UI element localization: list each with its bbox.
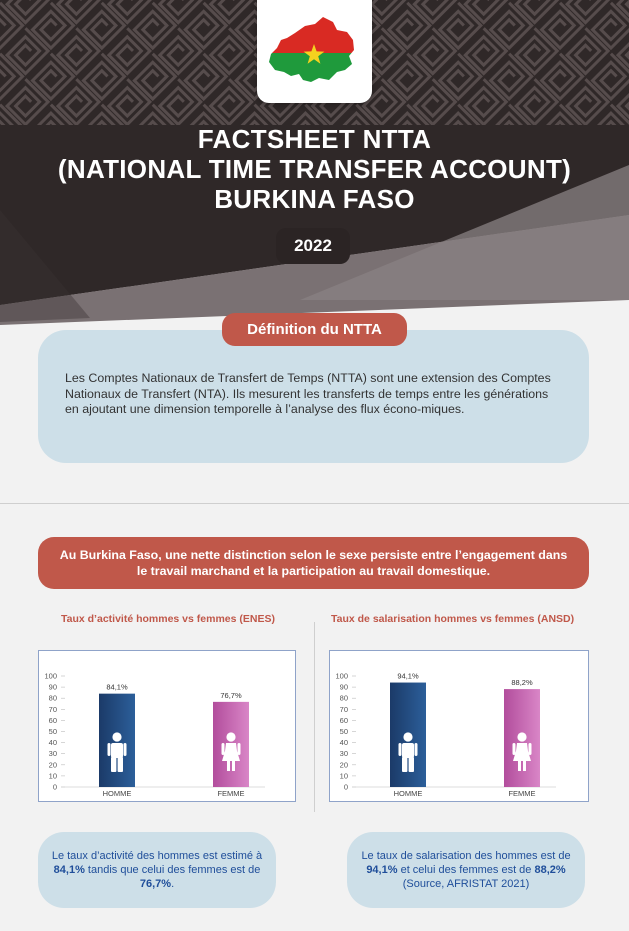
y-tick-label: 50 — [339, 727, 348, 736]
y-tick-label: 10 — [48, 771, 57, 781]
title-line-3: BURKINA FASO — [214, 184, 415, 214]
activity-note — [38, 832, 276, 908]
y-tick-label: 30 — [48, 749, 57, 759]
y-tick-label: 0 — [343, 782, 348, 792]
y-tick-label: 20 — [48, 760, 57, 770]
y-tick-label: 30 — [339, 749, 348, 759]
year-badge: 2022 — [276, 228, 350, 264]
definition-heading: Définition du NTTA — [222, 313, 407, 346]
category-label: FEMME — [217, 789, 245, 798]
category-label: FEMME — [508, 789, 536, 798]
burkina-faso-map-flag-icon — [257, 0, 372, 103]
note-value-women: 76,7% — [139, 878, 172, 890]
title-line-1: FACTSHEET NTTA — [197, 124, 432, 154]
y-tick-label: 100 — [335, 671, 348, 681]
y-tick-label: 90 — [48, 682, 57, 692]
y-tick-label: 60 — [339, 715, 348, 725]
y-tick-label: 90 — [339, 682, 348, 692]
activity-note-text — [48, 849, 266, 891]
note-text: et celui des femmes est de — [397, 864, 535, 876]
salaried-note — [347, 832, 585, 908]
salaried-rate-chart — [330, 651, 588, 801]
bar-value-label: 88,2% — [511, 678, 533, 688]
y-tick-label: 80 — [48, 693, 57, 703]
bar-value-label: 94,1% — [397, 671, 419, 681]
salaried-chart-frame — [329, 650, 589, 802]
y-tick-label: 20 — [339, 760, 348, 770]
note-text: Le taux d’activité des hommes est estimé à — [51, 850, 263, 862]
note-value-men: 84,1% — [53, 864, 85, 876]
bar-value-label: 76,7% — [220, 690, 242, 700]
chart-title-activity: Taux d’activité hommes vs femmes (ENES) — [61, 613, 275, 625]
bar-value-label: 84,1% — [106, 682, 128, 692]
y-tick-label: 60 — [48, 715, 57, 725]
y-tick-label: 40 — [339, 738, 348, 748]
column-separator — [314, 622, 315, 812]
category-label: HOMME — [393, 789, 423, 798]
title-line-2: (NATIONAL TIME TRANSFER ACCOUNT) — [57, 154, 572, 184]
key-finding-banner — [38, 537, 589, 589]
section-divider — [0, 503, 629, 504]
y-tick-label: 80 — [339, 693, 348, 703]
activity-chart-frame — [38, 650, 296, 802]
y-tick-label: 10 — [339, 771, 348, 781]
note-value-men: 94,1% — [366, 864, 398, 876]
y-tick-label: 50 — [48, 727, 57, 736]
note-text: (Source, AFRISTAT 2021) — [402, 878, 530, 890]
note-text: tandis que celui des femmes est de — [84, 864, 261, 876]
y-tick-label: 40 — [48, 738, 57, 748]
note-value-women: 88,2% — [534, 864, 566, 876]
note-text: . — [171, 878, 175, 890]
y-tick-label: 100 — [44, 671, 57, 681]
activity-rate-chart — [39, 651, 295, 801]
y-tick-label: 70 — [339, 704, 348, 714]
flag-card — [257, 0, 372, 103]
category-label: HOMME — [102, 789, 132, 798]
salaried-note-text — [357, 849, 575, 891]
key-finding-text: Au Burkina Faso, une nette distinction selon le sexe persiste entre l’engagement dans le travail marchand et la participation au travail domestique. — [59, 548, 568, 578]
definition-text: Les Comptes Nationaux de Transfert de Temps (NTTA) sont une extension des Comptes Nationaux de Transfert (NTA). Ils mesurent les transferts de temps entre les générations en ajoutant une dimension temporelle à l’analyse des flux écono-miques. — [65, 371, 551, 416]
note-text: Le taux de salarisation des hommes est de — [361, 850, 571, 862]
y-tick-label: 70 — [48, 704, 57, 714]
y-tick-label: 0 — [52, 782, 57, 792]
chart-title-salaried: Taux de salarisation hommes vs femmes (ANSD) — [331, 613, 575, 625]
